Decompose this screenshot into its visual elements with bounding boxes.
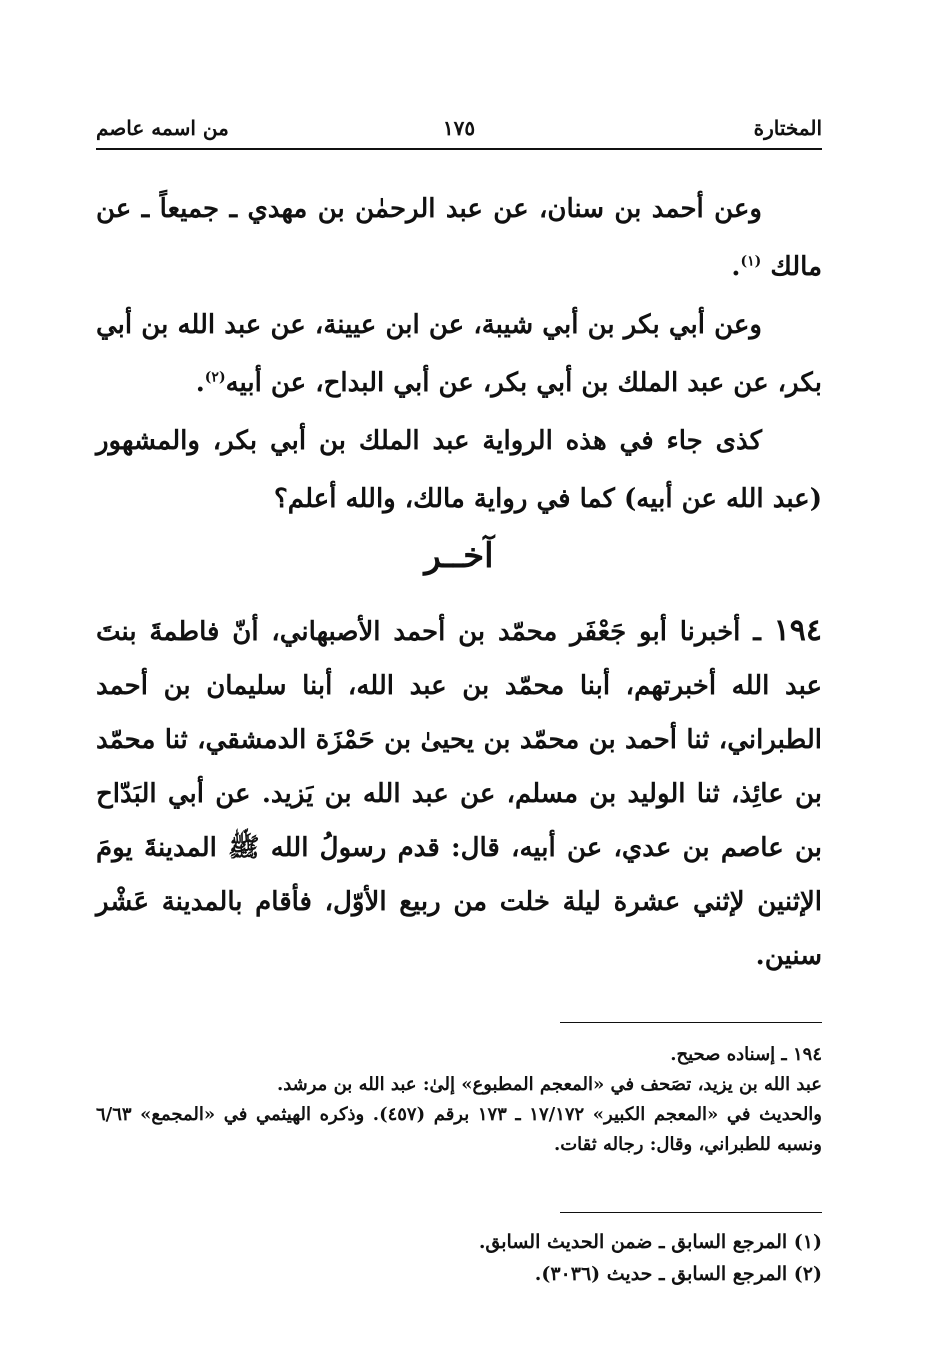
page-number: ١٧٥: [442, 116, 476, 140]
footnotes: [96, 1226, 822, 1290]
section-title-header: من اسمه عاصم: [96, 116, 229, 140]
paragraph-3: [96, 412, 822, 528]
hadith-note-2: عبد الله بن يزيد، تصَحف في «المعجم المطبوع» إلىٰ: عبد الله بن مرشد.: [276, 1074, 822, 1095]
hadith-number: ١٩٤: [773, 613, 822, 648]
hadith-note-3: والحديث في «المعجم الكبير» ١٧/١٧٢ ـ ١٧٣ برقم (٤٥٧). وذكره الهيثمي في «المجمع» ٦/٦٣ ونسبه للطبراني، وقال: رجاله ثقات.: [96, 1104, 822, 1155]
paragraph-2: [96, 296, 822, 412]
hadith-note-1: ١٩٤ ـ إسناده صحيح.: [670, 1044, 822, 1065]
paragraph-1-text: وعن أحمد بن سنان، عن عبد الرحمٰن بن مهدي ـ جميعاً ـ عن مالك: [96, 194, 822, 282]
paragraph-2-end: .: [195, 368, 205, 398]
header-rule: [96, 148, 822, 150]
hadith-notes: [96, 1040, 822, 1160]
footnote-1: (١) المرجع السابق ـ ضمن الحديث السابق.: [478, 1231, 822, 1253]
paragraph-1: [96, 180, 822, 296]
notes-divider: [560, 1022, 822, 1023]
hadith-dash: ـ: [753, 617, 761, 647]
hadith-194: [96, 604, 822, 983]
footnote-ref-2: (٢): [204, 369, 226, 386]
paragraph-1-end: .: [731, 252, 741, 282]
paragraph-3-text: كذى جاء في هذه الرواية عبد الملك بن أبي بكر، والمشهور (عبد الله عن أبيه) كما في رواية مالك، والله أعلم؟: [96, 426, 822, 514]
footnotes-divider: [560, 1212, 822, 1213]
section-heading: آخــر: [424, 536, 494, 576]
footnote-ref-1: (١): [740, 253, 762, 270]
book-title: المختارة: [753, 116, 822, 140]
hadith-text: أخبرنا أبو جَعْفَر محمّد بن أحمد الأصبهاني، أنّ فاطمةَ بنتَ عبد الله أخبرتهم، أبنا محمّد بن عبد الله، أبنا سليمان بن أحمد الطبراني، ثنا أحمد بن محمّد بن يحيىٰ بن حَمْزَة الدمشقي، ثنا محمّد بن عائِذ، ثنا الوليد بن مسلم، عن عبد الله بن يَزيد. عن أبي البَدّاح بن عاصم بن عدي، عن أبيه، قال: قدم رسولُ الله ﷺ المدينةَ يومَ الإثنين لإثني عشرة ليلة خلت من ربيع الأوّل، فأقام بالمدينة عَشْر سنين.: [96, 617, 822, 971]
footnote-2: (٢) المرجع السابق ـ حديث (٣٠٣٦).: [534, 1263, 822, 1285]
paragraph-2-text: وعن أبي بكر بن أبي شيبة، عن ابن عيينة، عن عبد الله بن أبي بكر، عن عبد الملك بن أبي بكر، عن أبي البداح، عن أبيه: [96, 310, 822, 398]
running-header: [96, 112, 822, 146]
